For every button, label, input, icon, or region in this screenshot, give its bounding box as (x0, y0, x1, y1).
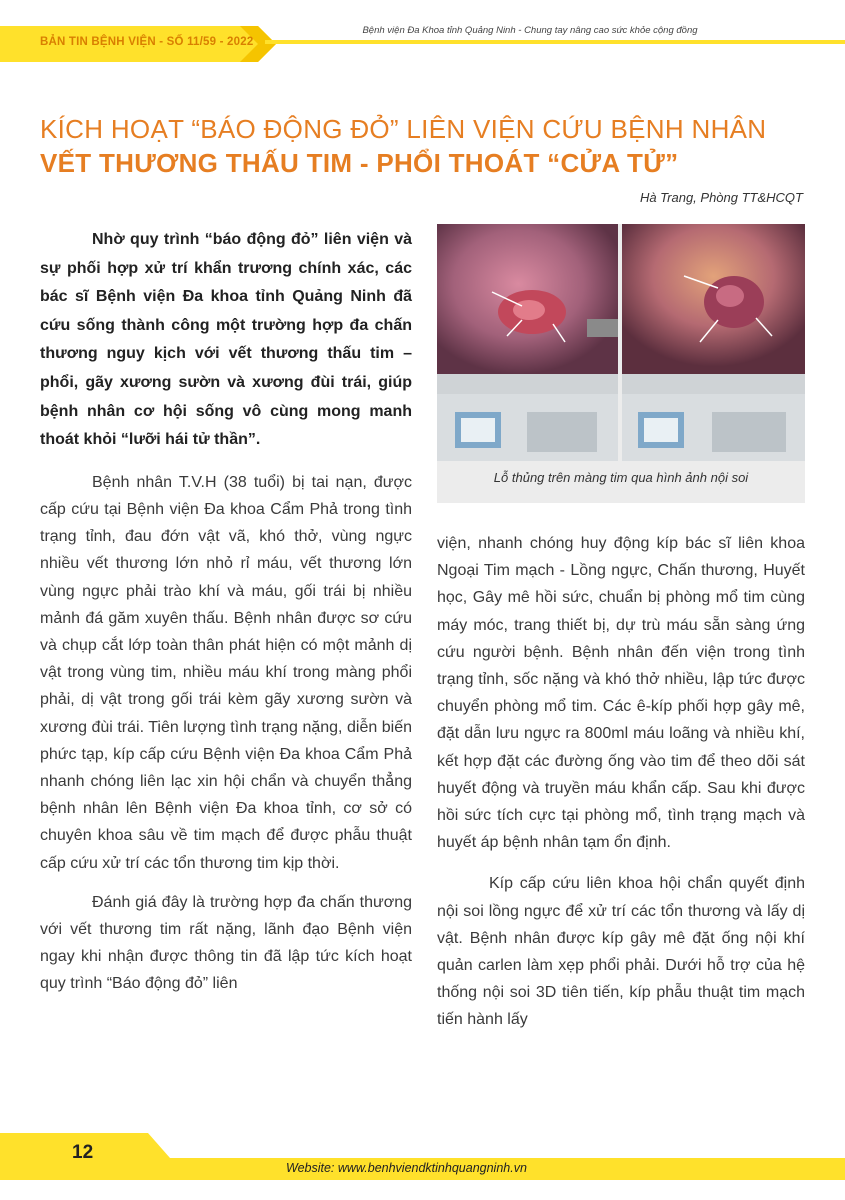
headline-line-1: KÍCH HOẠT “BÁO ĐỘNG ĐỎ” LIÊN VIỆN CỨU BỆNH NHÂN (40, 114, 767, 144)
lead-paragraph: Nhờ quy trình “báo động đỏ” liên viện và sự phối hợp xử trí khẩn trương chính xác, các bác sĩ Bệnh viện Đa khoa tỉnh Quảng Ninh đã cứu sống thành công một trường hợp đa chấn thương nguy kịch với vết thương thấu tim – phổi, gãy xương sườn và xương đùi trái, giúp bệnh nhân cơ hội sống vô cùng mong manh thoát khỏi “lưỡi hái tử thần”. (40, 231, 412, 449)
body-paragraph: Kíp cấp cứu liên khoa hội chẩn quyết định nội soi lồng ngực để xử trí các tổn thương và lấy dị vật. Bệnh nhân được kíp gây mê đặt ống nội khí quản carlen làm xẹp phổi phải. Dưới hỗ trợ của hệ thống nội soi 3D tiên tiến, kíp phẫu thuật tim mạch tiến hành lấy (437, 875, 805, 1029)
left-column (40, 226, 412, 998)
website-link[interactable]: Website: www.benhviendktinhquangninh.vn (286, 1161, 527, 1175)
issue-label: BẢN TIN BỆNH VIỆN - SỐ 11/59 - 2022 (40, 36, 254, 48)
right-column (437, 530, 805, 1034)
header-rule (265, 40, 845, 44)
headline-line-2: VẾT THƯƠNG THẤU TIM - PHỔI THOÁT “CỬA TỬ” (40, 148, 679, 178)
page-number: 12 (72, 1142, 94, 1163)
body-paragraph: Đánh giá đây là trường hợp đa chấn thương với vết thương tim rất nặng, lãnh đạo Bệnh viện ngay khi nhận được thông tin đã lập tức kích hoạt quy trình “Báo động đỏ” liên (40, 893, 412, 993)
endoscopy-photo-right (622, 224, 805, 461)
figure-caption: Lỗ thủng trên màng tim qua hình ảnh nội soi (493, 470, 749, 485)
byline: Hà Trang, Phòng TT&HCQT (639, 190, 803, 205)
body-paragraph: Bệnh nhân T.V.H (38 tuổi) bị tai nạn, được cấp cứu tại Bệnh viện Đa khoa Cẩm Phả trong tình trạng tỉnh, đau đớn vật vã, khó thở, vùng ngực nhiều vết thương lớn nhỏ rỉ máu, vết thương lớn vùng ngực phải trào khí và máu, gối trái bị nhiều mảnh đá găm xuyên thấu. Bệnh nhân được sơ cứu và chụp cắt lớp toàn thân phát hiện có một mảnh dị vật trong vùng tim, nhiều máu khí trong màng phổi phải, dị vật trong gối trái kèm gãy xương sườn và xương đùi trái. Tiên lượng tình trạng nặng, diễn biến phức tạp, kíp cấp cứu Bệnh viện Đa khoa Cẩm Phả nhanh chóng liên lạc xin hội chẩn và chuyển thẳng bệnh nhân lên Bệnh viện Đa khoa tỉnh, cơ sở có chuyên khoa sâu về tim mạch để được phẫu thuật cấp cứu xử trí các tổn thương tim kịp thời. (40, 473, 412, 872)
endoscopy-photo-left (437, 224, 618, 461)
hospital-tagline: Bệnh viện Đa Khoa tỉnh Quảng Ninh - Chung tay nâng cao sức khỏe cộng đồng (362, 25, 698, 36)
endoscopy-figure (437, 224, 805, 503)
body-paragraph: viện, nhanh chóng huy động kíp bác sĩ liên khoa Ngoại Tim mạch - Lồng ngực, Chấn thương, Huyết học, Gây mê hồi sức, chuẩn bị phòng mổ tim cùng máy móc, trang thiết bị, dự trù máu sẵn sàng ứng cứu người bệnh. Bệnh nhân đến viện trong tình trạng tỉnh, sốc nặng và khó thở nhiều, lập tức được chuyển phòng mổ tim. Các ê-kíp phối hợp gây mê, đặt dẫn lưu ngực ra 800ml máu loãng và nhiều khí, kết hợp đặt các đường ống vào tim để theo dõi sát huyết động và truyền máu khẩn cấp. Sau khi được hồi sức tích cực tại phòng mổ, tình trạng mạch và huyết áp bệnh nhân tạm ổn định. (437, 535, 805, 852)
